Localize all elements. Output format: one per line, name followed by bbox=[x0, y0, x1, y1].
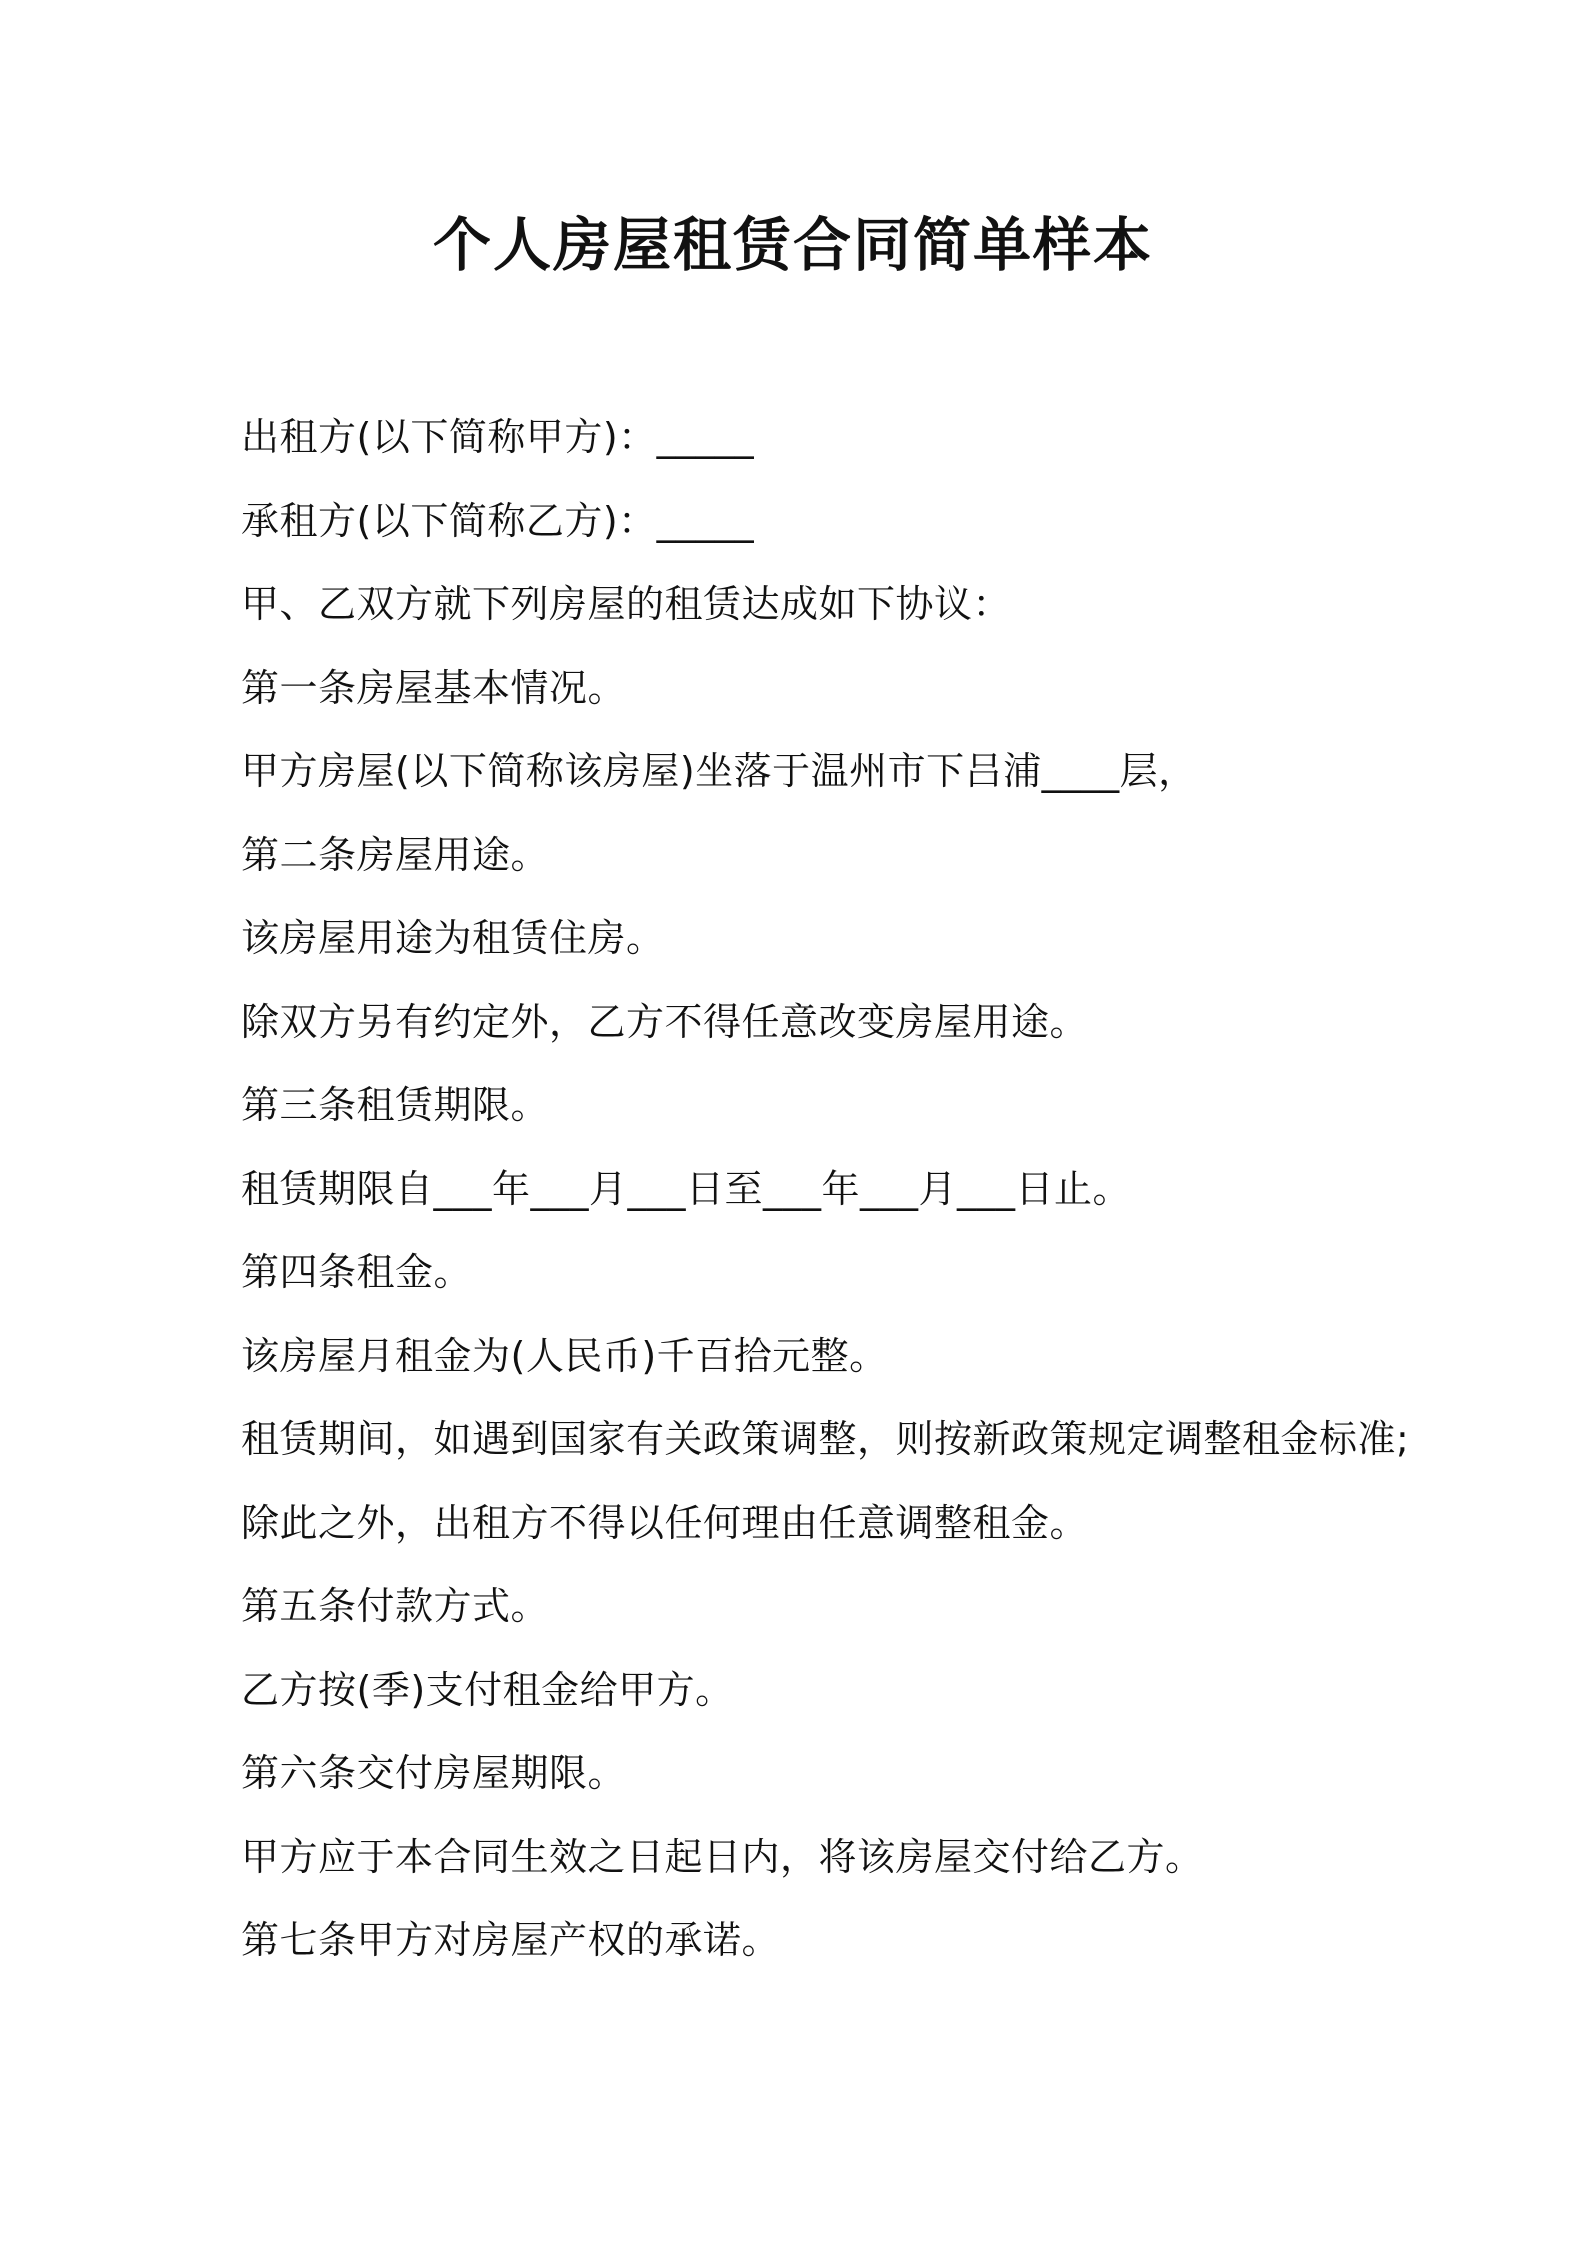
clause-5-text: 乙方按(季)支付租金给甲方。 bbox=[241, 1667, 734, 1712]
party-b-line: 承租方(以下简称乙方)：_____ bbox=[241, 498, 755, 543]
clause-6-heading: 第六条交付房屋期限。 bbox=[241, 1751, 627, 1795]
clause-1-text: 甲方房屋(以下简称该房屋)坐落于温州市下吕浦____层， bbox=[241, 749, 1197, 793]
clause-2-text: 该房屋用途为租赁住房。 bbox=[241, 916, 665, 960]
clause-1-heading: 第一条房屋基本情况。 bbox=[241, 665, 627, 710]
clause-5-heading: 第五条付款方式。 bbox=[241, 1584, 550, 1628]
clause-2-heading: 第二条房屋用途。 bbox=[241, 832, 550, 877]
agreement-intro: 甲、乙双方就下列房屋的租赁达成如下协议： bbox=[241, 582, 1012, 626]
clause-3-text: 租赁期限自___年___月___日至___年___月___日止。 bbox=[241, 1166, 1132, 1211]
contract-body bbox=[241, 405, 1541, 1992]
clause-7-heading: 第七条甲方对房屋产权的承诺。 bbox=[241, 1918, 781, 1962]
clause-4-text: 该房屋月租金为(人民币)千百拾元整。 bbox=[241, 1333, 888, 1378]
clause-4-text-3: 除此之外，出租方不得以任何理由任意调整租金。 bbox=[241, 1500, 1089, 1545]
document-title: 个人房屋租赁合同简单样本 bbox=[432, 211, 1153, 279]
clause-4-heading: 第四条租金。 bbox=[241, 1250, 473, 1294]
clause-3-heading: 第三条租赁期限。 bbox=[241, 1083, 550, 1127]
party-a-line: 出租方(以下简称甲方)：_____ bbox=[241, 415, 755, 459]
clause-2-text-2: 除双方另有约定外，乙方不得任意改变房屋用途。 bbox=[241, 999, 1089, 1044]
clause-6-text: 甲方应于本合同生效之日起日内，将该房屋交付给乙方。 bbox=[241, 1834, 1204, 1879]
clause-4-text-2: 租赁期间，如遇到国家有关政策调整，则按新政策规定调整租金标准; bbox=[241, 1417, 1410, 1461]
